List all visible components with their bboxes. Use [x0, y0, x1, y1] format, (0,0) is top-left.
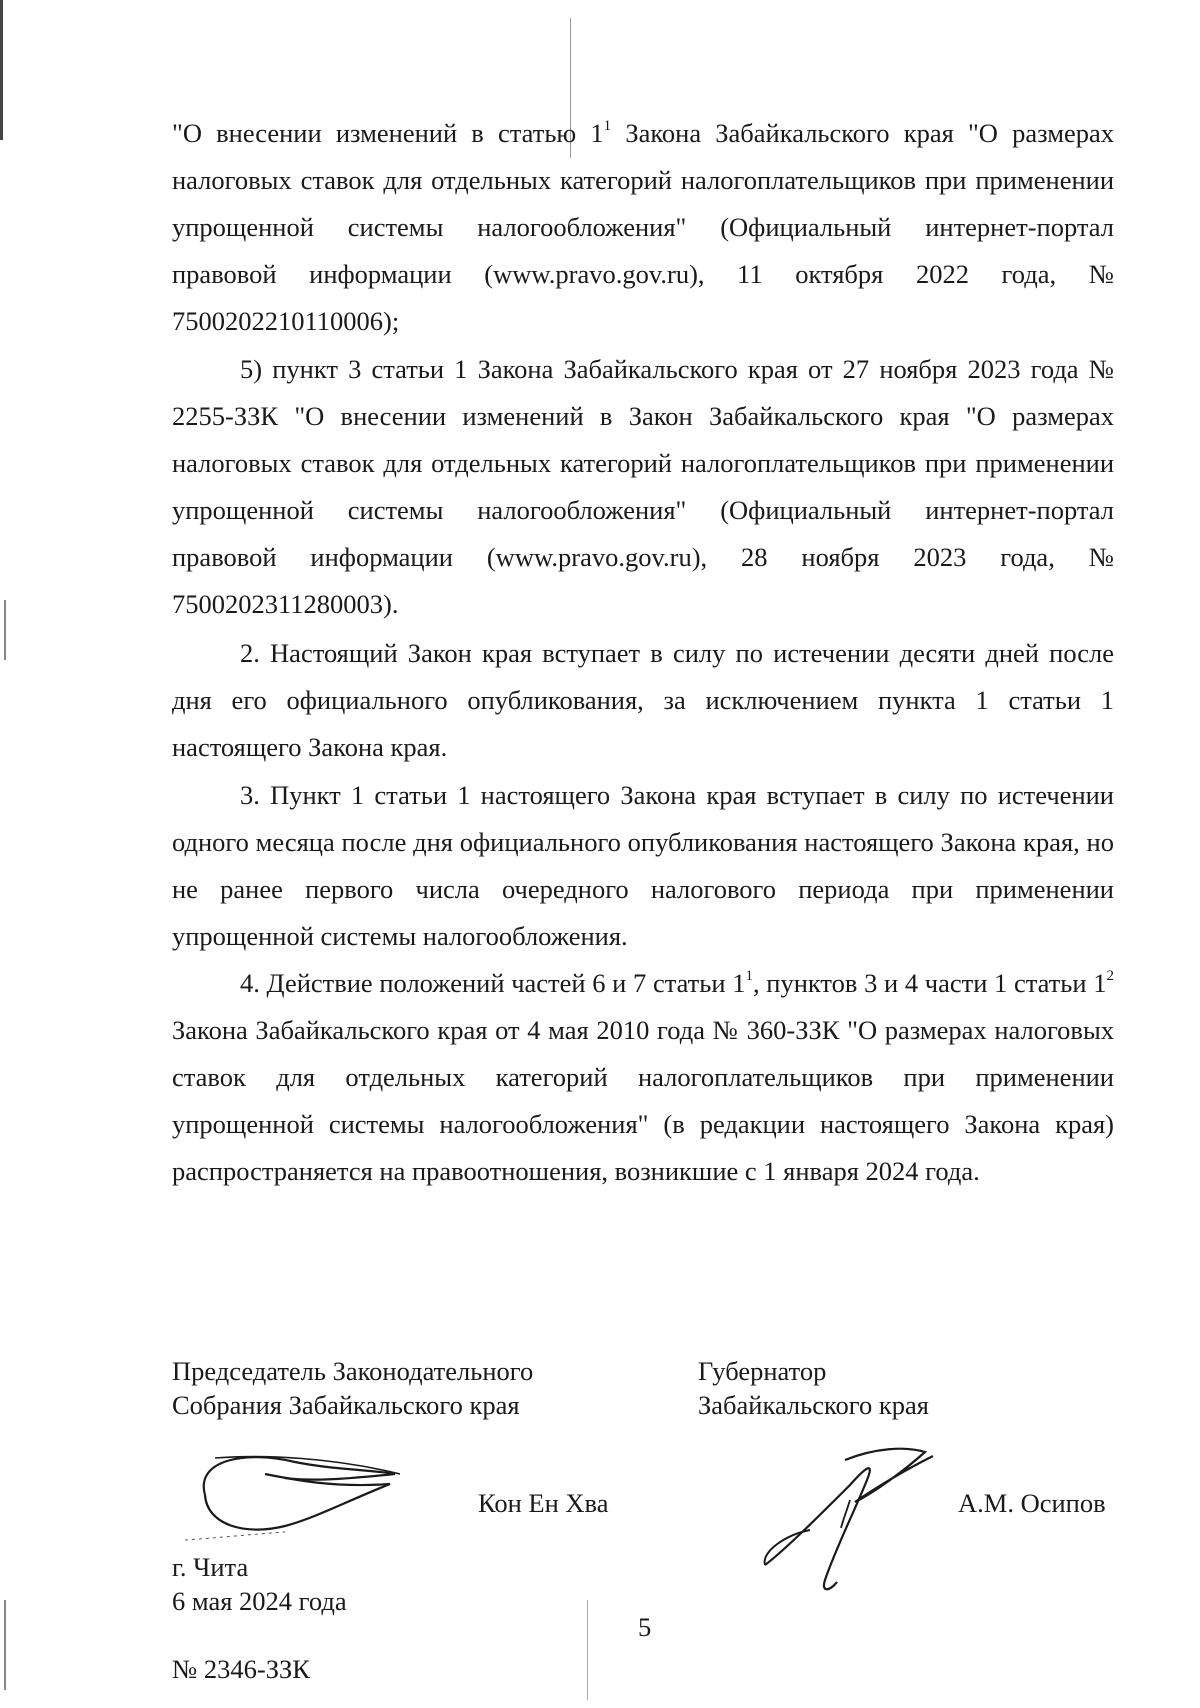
- paragraph-continuation-text-a: "О внесении изменений в статью 1: [172, 118, 604, 148]
- law-number: № 2346-ЗЗК: [172, 1654, 310, 1684]
- superscript: 2: [1106, 968, 1114, 985]
- paragraph-4: [172, 960, 1114, 1195]
- paragraph-4-text-a: 4. Действие положений частей 6 и 7 статьи 1: [240, 968, 746, 998]
- paragraph-continuation-text-b: Закона Забайкальского края "О размерах налоговых ставок для отдельных категорий налогоплательщиков при применении упрощенной системы налогообложения" (Официальный интернет-портал правовой информации (www.pravo.gov.ru), 11 октября 2022 года, № 7500202210110006);: [172, 118, 1114, 336]
- law-date: 6 мая 2024 года: [172, 1586, 347, 1616]
- right-signatory-name: А.М. Осипов: [958, 1488, 1106, 1518]
- scan-edge-mark-left: [0, 0, 3, 140]
- paragraph-4-text-c: Закона Забайкальского края от 4 мая 2010 года № 360-ЗЗК "О размерах налоговых ставок для отдельных категорий налогоплательщиков при применении упрощенной системы налогообложения" (в редакции настоящего Закона края) распространяется на правоотношения, возникшие с 1 января 2024 года.: [172, 1015, 1114, 1186]
- signature-left: [185, 1440, 405, 1550]
- paragraph-continuation: [172, 110, 1114, 345]
- city: г. Чита: [172, 1552, 249, 1582]
- paragraph-4-text-b: , пунктов 3 и 4 части 1 статьи 1: [752, 968, 1107, 998]
- scan-fold-mark-bottom: [587, 1600, 588, 1700]
- left-signatory-title-1: Председатель Законодательного: [172, 1356, 534, 1386]
- superscript: 1: [745, 968, 753, 985]
- scan-edge-mark-left-bottom: [4, 1600, 6, 1690]
- superscript: 1: [603, 118, 612, 135]
- paragraph-item-5: 5) пункт 3 статьи 1 Закона Забайкальского края от 27 ноября 2023 года № 2255-ЗЗК "О внесении изменений в Закон Забайкальского края "О размерах налоговых ставок для отдельных категорий налогоплательщиков при применении упрощенной системы налогообложения" (Официальный интернет-портал правовой информации (www.pravo.gov.ru), 28 ноября 2023 года, № 7500202311280003).: [172, 354, 1114, 619]
- signature-right: [755, 1440, 955, 1600]
- paragraph-3: 3. Пункт 1 статьи 1 настоящего Закона края вступает в силу по истечении одного месяца после дня официального опубликования настоящего Закона края, но не ранее первого числа очередного налогового периода при применении упрощенной системы налогообложения.: [172, 780, 1114, 951]
- scan-edge-mark-left-mid: [4, 600, 6, 660]
- paragraph-2: 2. Настоящий Закон края вступает в силу по истечении десяти дней после дня его официального опубликования, за исключением пункта 1 статьи 1 настоящего Закона края.: [172, 638, 1114, 762]
- right-signatory-title-1: Губернатор: [698, 1356, 827, 1386]
- right-signatory-title-2: Забайкальского края: [698, 1390, 929, 1420]
- left-signatory-title-2: Собрания Забайкальского края: [172, 1390, 520, 1420]
- left-signatory-name: Кон Ен Хва: [478, 1488, 609, 1518]
- page-number: 5: [638, 1612, 652, 1642]
